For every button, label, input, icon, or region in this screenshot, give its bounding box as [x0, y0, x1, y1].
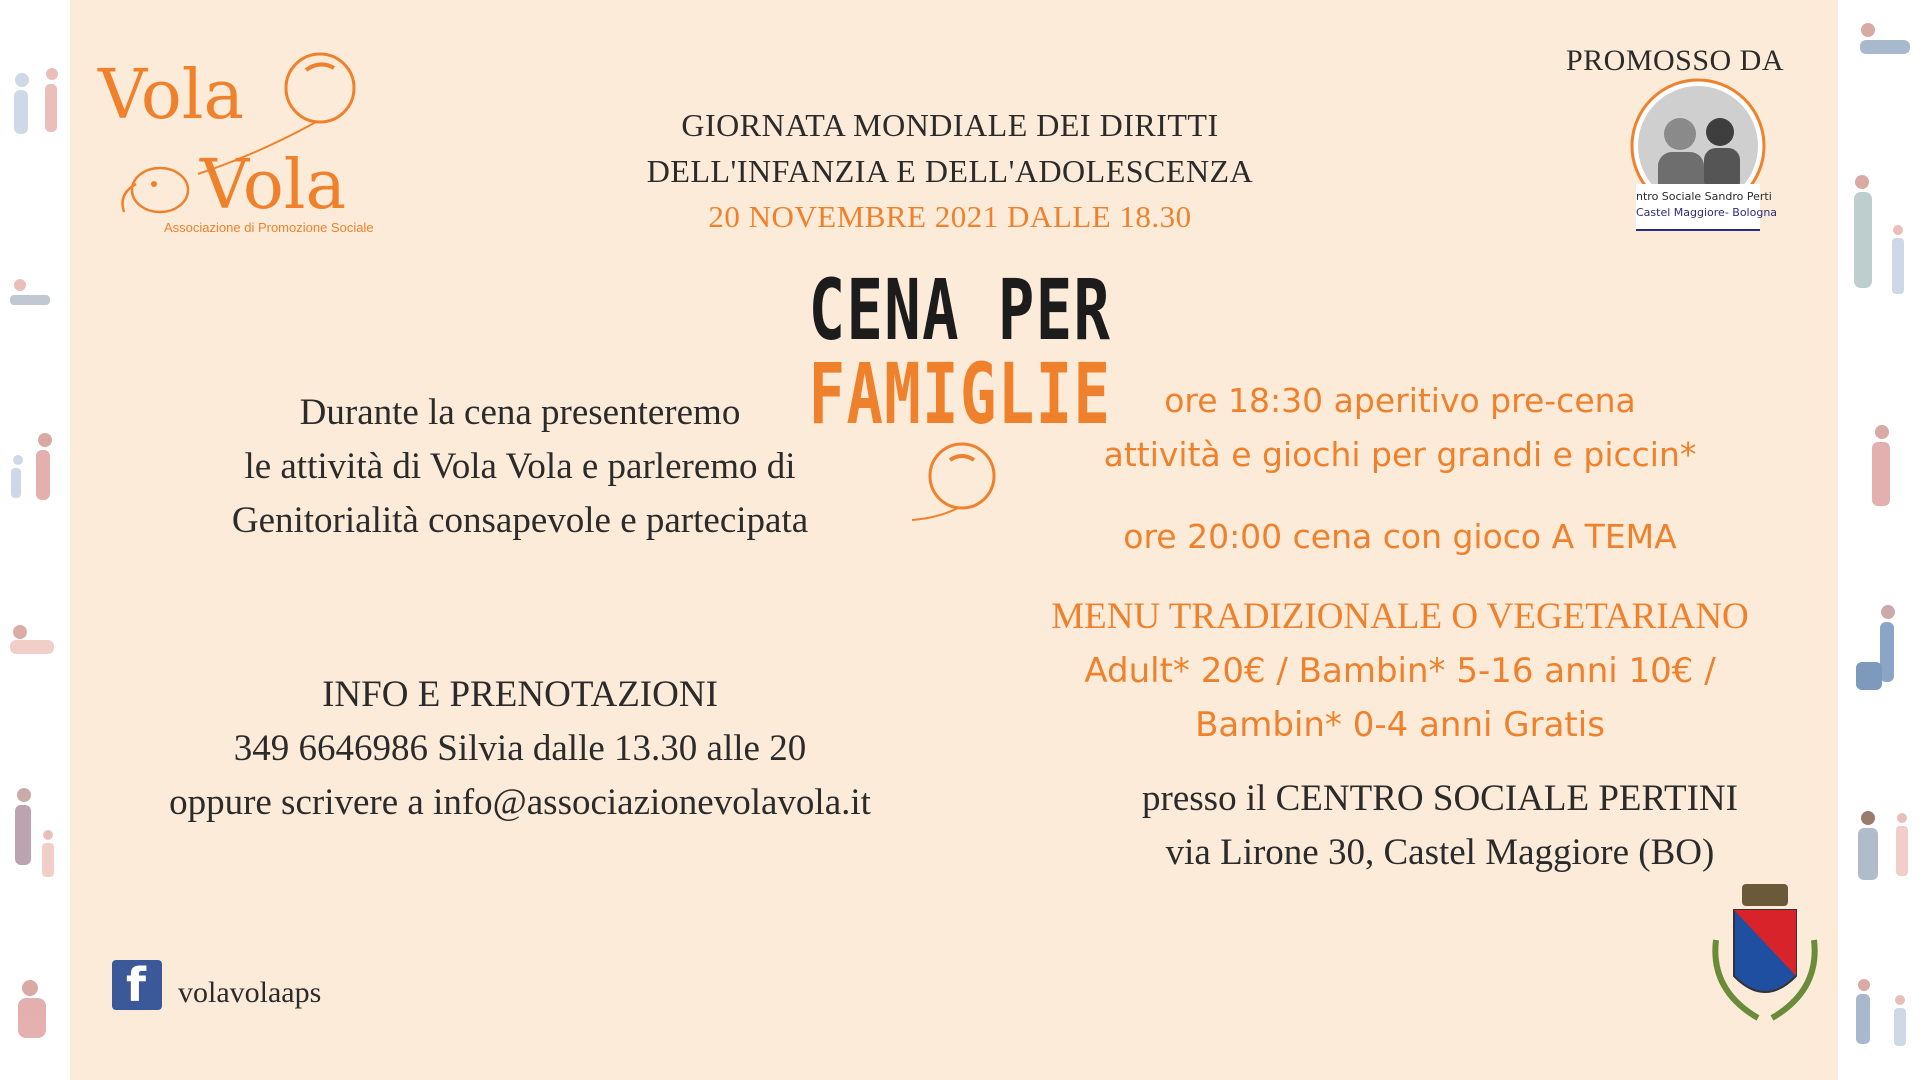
vola-vola-logo [88, 44, 378, 244]
event-program [980, 374, 1820, 564]
menu-price-line-1: Adult* 20€ / Bambin* 5-16 anni 10€ / [1084, 651, 1716, 691]
title-part-1: CENA PER [808, 261, 1112, 359]
logo-word-vola-top: Vola [98, 56, 245, 135]
header-line-1: GIORNATA MONDIALE DEI DIRITTI [681, 107, 1219, 143]
event-date: 20 NOVEMBRE 2021 DALLE 18.30 [708, 199, 1192, 234]
info-section [70, 668, 970, 830]
families-illustration-right [1838, 0, 1920, 1080]
program-line-3: ore 20:00 cena con gioco A TEMA [1123, 517, 1677, 556]
facebook-handle[interactable]: volavolaaps [178, 976, 322, 1009]
info-heading: INFO E PRENOTAZIONI [322, 674, 718, 715]
info-email[interactable]: oppure scrivere a info@associazionevolavola.it [169, 782, 871, 823]
intro-line-2: le attività di Vola Vola e parleremo di [244, 446, 796, 487]
facebook-icon[interactable]: f [112, 960, 162, 1010]
menu-heading: MENU TRADIZIONALE O VEGETARIANO [1051, 596, 1749, 637]
menu-price-line-2: Bambin* 0-4 anni Gratis [1195, 705, 1605, 745]
badge-line-2: Castel Maggiore- Bologna [1636, 206, 1778, 219]
intro-line-3: Genitorialità consapevole e partecipata [231, 500, 809, 541]
title-part-2: FAMIGLIE [808, 345, 1112, 443]
badge-line-1: ntro Sociale Sandro Perti [1636, 190, 1772, 203]
logo-word-vola-bottom: Vola [200, 146, 347, 225]
intro-line-1: Durante la cena presenteremo [299, 392, 741, 433]
right-border-illustrations [1838, 0, 1920, 1080]
info-phone[interactable]: 349 6646986 Silvia dalle 13.30 alle 20 [233, 728, 807, 769]
venue-line-2: via Lirone 30, Castel Maggiore (BO) [1165, 832, 1715, 873]
promoter-label: PROMOSSO DA [1565, 44, 1785, 77]
venue-address [1080, 772, 1800, 880]
program-line-1: ore 18:30 aperitivo pre-cena [1164, 381, 1636, 420]
families-illustration-left [0, 0, 70, 1080]
logo-tagline: Associazione di Promozione Sociale [164, 220, 374, 235]
municipality-crest-icon [1700, 880, 1830, 1030]
program-line-2: attività e giochi per grandi e piccin* [1103, 435, 1697, 474]
left-border-illustrations [0, 0, 70, 1080]
menu-section [980, 590, 1820, 752]
centro-pertini-badge [1628, 76, 1778, 236]
venue-line-1: presso il CENTRO SOCIALE PERTINI [1142, 778, 1738, 819]
header-line-2: DELL'INFANZIA E DELL'ADOLESCENZA [646, 153, 1254, 189]
intro-text [140, 386, 900, 548]
event-header [560, 102, 1340, 240]
